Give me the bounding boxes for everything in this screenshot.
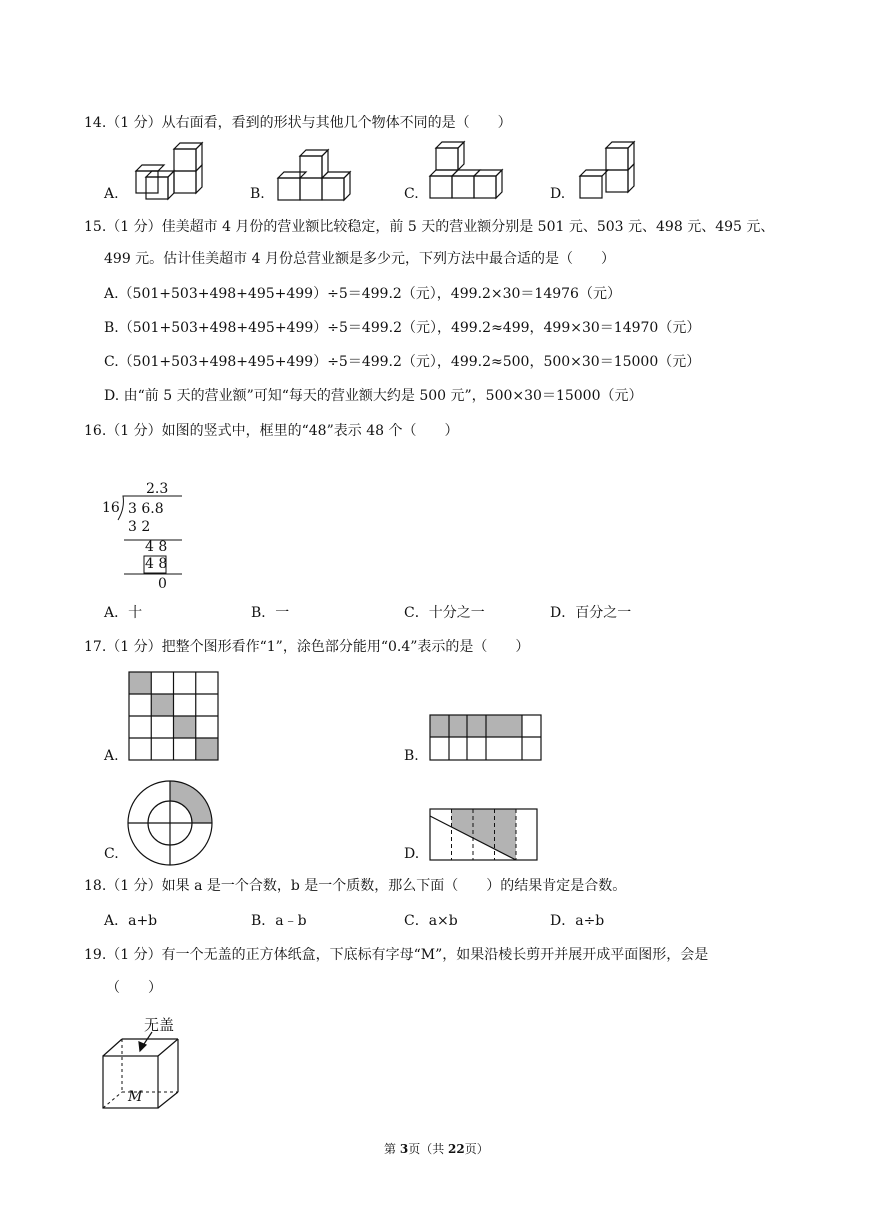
q15-option-b: B.（501+503+498+495+499）÷5＝499.2（元），499.2≈499，499×30＝14970（元） xyxy=(104,320,701,336)
q17-option-a-label: A. xyxy=(104,748,119,764)
q16-option-a: A．十 xyxy=(104,605,143,621)
q17-figure-d-triangle xyxy=(430,809,540,863)
q17-option-d-label: D. xyxy=(404,846,420,862)
q18-option-c: C．a×b xyxy=(404,913,458,929)
q15-stem-line1: 15.（1 分）佳美超市 4 月份的营业额比较稳定，前 5 天的营业额分别是 501 元、503 元、498 元、495 元、 xyxy=(84,219,775,235)
q18-stem: 18.（1 分）如果 a 是一个合数，b 是一个质数，那么下面（ ）的结果肯定是合数。 xyxy=(84,878,627,894)
q16-stem: 16.（1 分）如图的竖式中，框里的“48”表示 48 个（ ） xyxy=(84,423,459,439)
q16-option-c: C．十分之一 xyxy=(404,605,485,621)
division-boxed-48: 4 8 xyxy=(145,556,168,572)
q16-option-d: D．百分之一 xyxy=(550,605,632,621)
q14-figure-d xyxy=(570,136,650,202)
division-divisor: 16 xyxy=(102,500,120,516)
q14-stem: 14.（1 分）从右面看，看到的形状与其他几个物体不同的是（ ） xyxy=(84,115,512,131)
q15-option-a: A.（501+503+498+495+499）÷5＝499.2（元），499.2×30＝14976（元） xyxy=(104,286,621,302)
q15-option-d: D. 由“前 5 天的营业额”可知“每天的营业额大约是 500 元”，500×30＝15000（元） xyxy=(104,388,643,404)
division-lines xyxy=(116,496,186,580)
footer-suffix: 页） xyxy=(464,1142,489,1156)
division-dividend: 3 6.8 xyxy=(128,501,164,517)
q15-stem-line2: 499 元。估计佳美超市 4 月份总营业额是多少元，下列方法中最合适的是（ ） xyxy=(104,251,615,267)
q14-figure-c xyxy=(426,136,518,202)
q14-option-c-label: C. xyxy=(404,186,419,202)
q18-option-a: A．a+b xyxy=(104,913,158,929)
footer-middle: 页（共 xyxy=(408,1142,449,1156)
footer-total-pages: 22 xyxy=(448,1142,465,1156)
division-step1: 3 2 xyxy=(128,519,151,535)
q17-figure-b-strip xyxy=(430,715,544,763)
q17-figure-a-grid xyxy=(129,672,221,762)
q15-option-c: C.（501+503+498+495+499）÷5＝499.2（元），499.2≈500，500×30＝15000（元） xyxy=(104,354,701,370)
cube-label-m: M xyxy=(128,1089,143,1105)
cube-label-no-lid: 无盖 xyxy=(144,1016,175,1034)
footer-prefix: 第 xyxy=(384,1142,400,1156)
q18-option-b: B．a﹣b xyxy=(251,913,307,929)
division-remainder: 0 xyxy=(158,576,167,592)
q17-option-b-label: B. xyxy=(404,748,419,764)
q17-stem: 17.（1 分）把整个图形看作“1”，涂色部分能用“0.4”表示的是（ ） xyxy=(84,639,530,655)
page-footer xyxy=(384,1140,489,1157)
q14-option-d-label: D. xyxy=(550,186,566,202)
q19-stem-line2: （ ） xyxy=(106,980,162,996)
q14-figure-a xyxy=(122,138,212,200)
q17-figure-c-rings xyxy=(127,780,213,866)
q19-stem-line1: 19.（1 分）有一个无盖的正方体纸盒，下底标有字母“M”，如果沿棱长剪开并展开成平面图形，会是 xyxy=(84,947,709,963)
q14-figure-b xyxy=(270,146,360,202)
q14-option-a-label: A. xyxy=(104,186,119,202)
q17-option-c-label: C. xyxy=(104,846,119,862)
footer-page-number: 3 xyxy=(399,1142,409,1156)
q16-option-b: B．一 xyxy=(251,605,290,621)
q14-option-b-label: B. xyxy=(250,186,265,202)
division-quotient: 2.3 xyxy=(146,481,169,497)
division-step2: 4 8 xyxy=(145,539,168,555)
q18-option-d: D．a÷b xyxy=(550,913,605,929)
